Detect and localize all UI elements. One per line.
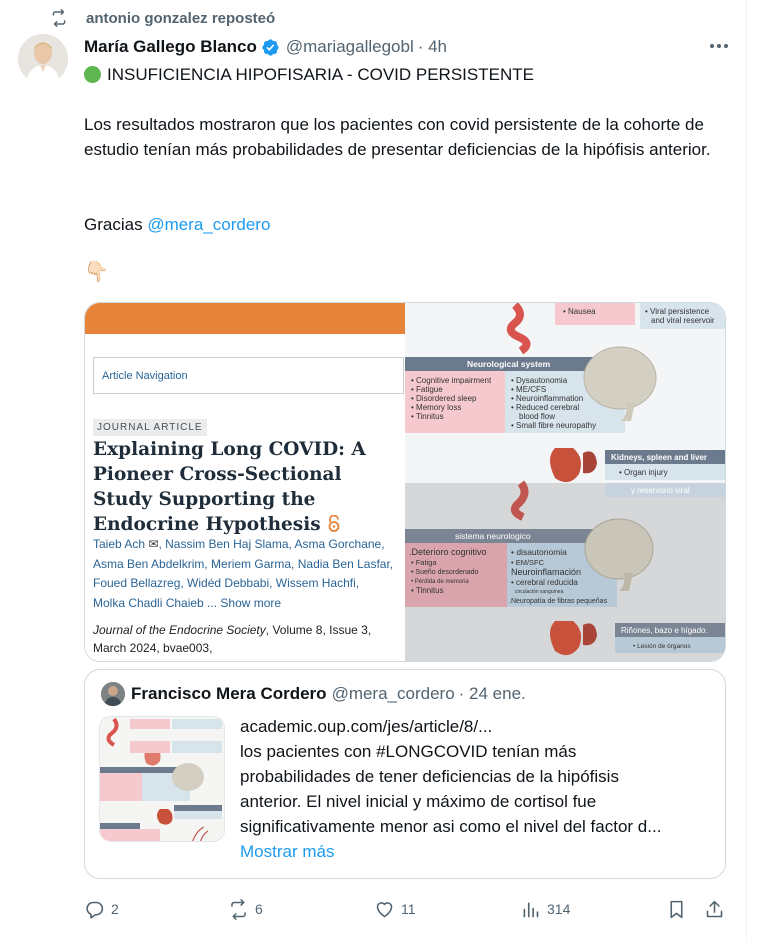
reply-button[interactable] [84, 896, 119, 922]
tweet-headline: INSUFICIENCIA HIPOFISARIA - COVID PERSISTENTE [107, 65, 534, 84]
share-button[interactable] [704, 896, 725, 922]
es-col2-4: circulación sanguínea [515, 589, 564, 595]
quoted-time: · 24 ene. [458, 684, 526, 703]
en-col1-2: • Disordered sleep [411, 394, 477, 403]
en-col2-1: • ME/CFS [511, 385, 547, 394]
quoted-tweet[interactable] [84, 669, 726, 879]
es-top: y reservorio viral [631, 486, 690, 495]
journal-article-tag: JOURNAL ARTICLE [93, 419, 207, 436]
en-col2-0: • Dysautonomia [511, 376, 568, 385]
authors-line-3: Foued Bellazreg, Widéd Debbabi, Wissem Hachfi, [93, 576, 360, 590]
article-title [93, 437, 393, 537]
tweet-media[interactable] [84, 302, 726, 662]
es-col2-2: Neuroinflamación [511, 567, 582, 577]
authors-line-1: , Nassim Ben Haj Slama, Asma Gorchane, [158, 537, 385, 551]
article-title-text: Explaining Long COVID: A Pioneer Cross-Sectional Study Supporting the Endocrine Hypothesis [93, 439, 366, 535]
en-col1-4: • Tinnitus [411, 412, 444, 421]
es-col1-4: • Tinnitus [411, 586, 444, 595]
share-icon [704, 899, 725, 920]
en-kidney-title: Kidneys, spleen and liver [611, 453, 708, 462]
reply-icon [84, 899, 105, 920]
quoted-thumbnail [99, 716, 225, 842]
es-col2-1: • EM/SFC [511, 558, 545, 567]
quoted-name: Francisco Mera Cordero [131, 684, 327, 703]
verified-badge-icon[interactable] [261, 38, 280, 57]
infographic-image [405, 303, 726, 662]
thanks-text: Gracias [84, 215, 143, 234]
es-col1-0: .Deterioro cognitivo [409, 547, 487, 557]
repost-label: antonio gonzalez reposteó [86, 9, 276, 27]
quoted-line-4: anterior. El nivel inicial y máximo de cortisol fue [240, 792, 597, 811]
article-navigation: Article Navigation [93, 357, 404, 394]
journal-date: March 2024, bvae003, [93, 641, 213, 655]
author-handle[interactable]: @mariagallegobl [285, 37, 414, 56]
quoted-line-2: los pacientes con #LONGCOVID tenían más [240, 742, 577, 761]
quoted-text [240, 714, 718, 864]
es-kidney-title: Riñones, bazo e hígado. [621, 626, 708, 635]
en-col2-4: blood flow [519, 412, 556, 421]
bookmark-button[interactable] [666, 896, 687, 922]
es-col2-3: • cerebral reducida [511, 578, 578, 587]
repost-indicator[interactable] [50, 8, 275, 28]
es-col1-3: • Pérdida de memoria [411, 579, 469, 585]
author-avatar[interactable] [18, 34, 68, 84]
quoted-line-1: academic.oup.com/jes/article/8/... [240, 717, 493, 736]
en-nausea: • Nausea [563, 307, 596, 316]
repost-count: 6 [255, 901, 263, 917]
authors-line-2: Asma Ben Abdelkrim, Meriem Garma, Nadia Ben Lasfar, [93, 556, 394, 571]
timeline-divider [746, 0, 747, 940]
en-viral-1: • Viral persistence [645, 307, 710, 316]
en-neuro-title: Neurological system [467, 359, 551, 369]
mention-link[interactable]: @mera_cordero [147, 215, 271, 234]
tweet-header [84, 36, 734, 58]
en-viral-2: and viral reservoir [651, 316, 715, 325]
en-col1-3: • Memory loss [411, 403, 462, 412]
thumbnail-infographic [100, 717, 225, 842]
en-col1-0: • Cognitive impairment [411, 376, 492, 385]
infographic-drawing [405, 303, 726, 662]
show-more-link[interactable]: Mostrar más [240, 842, 335, 861]
views-icon [520, 899, 541, 920]
tweet-time[interactable]: · 4h [417, 37, 448, 56]
repost-button[interactable] [228, 896, 263, 922]
es-col1-1: • Fatiga [411, 558, 437, 567]
en-col2-2: • Neuroinflammation [511, 394, 584, 403]
author-name[interactable]: María Gallego Blanco [84, 37, 257, 56]
article-screenshot [85, 303, 405, 662]
article-authors [93, 535, 398, 613]
more-options-icon[interactable] [706, 34, 732, 58]
show-more-link: Show more [220, 595, 282, 610]
like-button[interactable] [374, 896, 416, 922]
es-col1-2: • Sueño desordenado [411, 569, 479, 576]
tweet-paragraph: Los resultados mostraron que los pacientes con covid persistente de la cohorte de estudio tenían más probabilidades de presentar deficiencias de la hipófisis anterior. [84, 115, 711, 159]
author-1: Taieb Ach [93, 537, 146, 551]
es-col2-5: .Neuropatía de fibras pequeñas [509, 598, 608, 605]
green-circle-icon [84, 66, 101, 83]
quoted-line-3: probabilidades de tener deficiencias de la hipófisis [240, 767, 619, 786]
avatar-photo [18, 34, 68, 84]
en-col2-5: • Small fibre neuropathy [511, 421, 597, 430]
en-kidney-item: • Organ injury [619, 468, 668, 477]
brain-shape [584, 347, 656, 409]
reply-count: 2 [111, 901, 119, 917]
en-col2-3: • Reduced cerebral [511, 403, 580, 412]
bookmark-icon [666, 899, 687, 920]
es-kidney-item: • Lesión de órganos [633, 643, 691, 650]
tweet-thanks [84, 212, 270, 237]
authors-line-4: Molka Chadli Chaieb ... [93, 595, 218, 610]
tweet-headline-row [84, 62, 534, 87]
like-count: 11 [401, 901, 416, 917]
tweet-actions [84, 896, 734, 922]
views-count: 314 [547, 901, 571, 917]
quoted-handle: @mera_cordero [331, 684, 455, 703]
journal-name: Journal of the Endocrine Society [93, 623, 266, 637]
en-col1-1: • Fatigue [411, 385, 443, 394]
journal-details: , Volume 8, Issue 3, [265, 623, 372, 637]
es-col2-0: • disautonomia [511, 547, 567, 557]
mail-icon: ✉ [148, 537, 159, 551]
quoted-avatar [101, 682, 125, 706]
quoted-header [101, 682, 526, 706]
heart-icon [374, 899, 395, 920]
es-neuro-title: sistema neurologico [455, 531, 531, 541]
quoted-line-5: significativamente menor asi como el nivel del factor d... [240, 817, 662, 836]
journal-header-bar [85, 303, 405, 334]
views-button[interactable] [520, 896, 570, 922]
repost-action-icon [228, 899, 249, 920]
pointing-down-emoji: 👇🏻 [84, 261, 109, 283]
repost-icon [50, 9, 68, 27]
open-access-icon [327, 515, 341, 532]
liver-shape [550, 448, 581, 482]
journal-info [93, 621, 393, 657]
